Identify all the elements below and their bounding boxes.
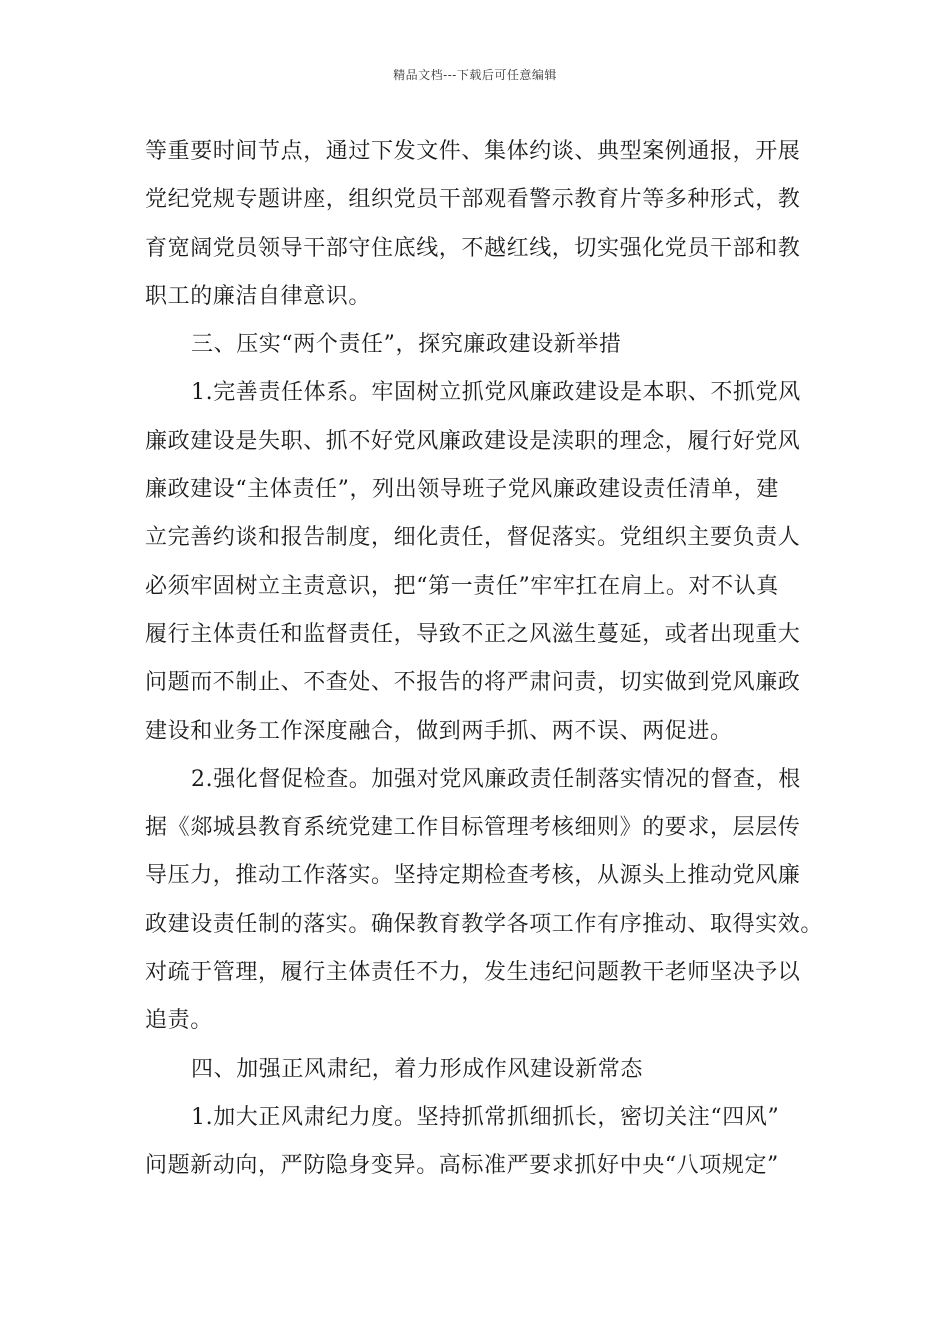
text-line: 追责。	[145, 1008, 213, 1034]
section-heading: 四、加强正风肃纪，着力形成作风建设新常态	[191, 1056, 644, 1082]
text-line: 党纪党规专题讲座，组织党员干部观看警示教育片等多种形式，教	[145, 187, 801, 213]
text-line: 育宽阔党员领导干部守住底线，不越红线，切实强化党员干部和教	[145, 235, 801, 261]
text-line: 据《郯城县教育系统党建工作目标管理考核细则》的要求，层层传	[145, 815, 801, 841]
text-line: 等重要时间节点，通过下发文件、集体约谈、典型案例通报，开展	[145, 139, 801, 164]
text-line: 对疏于管理，履行主体责任不力，发生违纪问题教干老师坚决予以	[145, 960, 801, 986]
page-header: 精品文档---下载后可任意编辑	[393, 68, 557, 82]
text-line: 1.加大正风肃纪力度。坚持抓常抓细抓长，密切关注“四风”	[191, 1104, 780, 1130]
text-line: 问题而不制止、不查处、不报告的将严肃问责，切实做到党风廉政	[145, 670, 801, 696]
document-body	[145, 128, 825, 1191]
text-line: 建设和业务工作深度融合，做到两手抓、两不误、两促进。	[145, 718, 733, 744]
text-line: 职工的廉洁自律意识。	[145, 283, 372, 309]
text-line: 必须牢固树立主责意识，把“第一责任”牢牢扛在肩上。对不认真	[145, 573, 779, 599]
text-line: 廉政建设“主体责任”，列出领导班子党风廉政建设责任清单，建	[145, 477, 779, 503]
text-line: 廉政建设是失职、抓不好党风廉政建设是渎职的理念，履行好党风	[145, 428, 801, 454]
text-line: 1.完善责任体系。牢固树立抓党风廉政建设是本职、不抓党风	[191, 380, 801, 406]
text-line: 履行主体责任和监督责任，导致不正之风滋生蔓延，或者出现重大	[145, 621, 801, 647]
text-line: 问题新动向，严防隐身变异。高标准严要求抓好中央“八项规定”	[145, 1153, 779, 1179]
text-line: 政建设责任制的落实。确保教育教学各项工作有序推动、取得实效。	[145, 911, 824, 937]
section-heading: 三、压实“两个责任”，探究廉政建设新举措	[191, 332, 622, 358]
text-line: 2.强化督促检查。加强对党风廉政责任制落实情况的督查，根	[191, 766, 801, 792]
text-line: 导压力，推动工作落实。坚持定期检查考核，从源头上推动党风廉	[145, 863, 801, 889]
text-line: 立完善约谈和报告制度，细化责任，督促落实。党组织主要负责人	[145, 525, 801, 551]
